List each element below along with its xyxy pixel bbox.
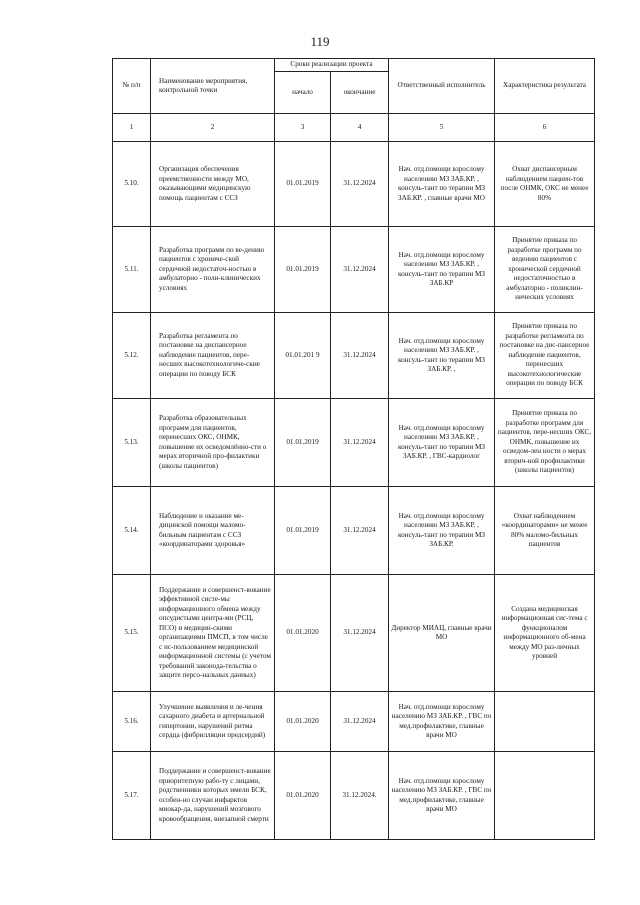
row-activity-name: Поддержание и совершенст-вование эффективной систе-мы информационного обмена между опсудистыми центра-ми (РСЦ, ПСО) и медицин-скими организациями ПМСП, в том числе с ис-пользованием медицинской информационной системы (с учетом требований законода-тельства о защите персо-нальных данных) <box>151 575 275 692</box>
row-result: Охват диспансерным наблюдением пациен-тов после ОНМК, ОКС не менее 80% <box>495 142 595 227</box>
col-number-1: 1 <box>113 114 151 142</box>
row-responsible: Нач. отд.помощи взрослому населению МЗ ЗАБ.КР. , ГВС по мед.профилактике, главные врачи МО <box>389 692 495 752</box>
col-number-4: 4 <box>331 114 389 142</box>
row-start-date: 01.01.2020 <box>275 752 331 840</box>
row-responsible: Директор МИАЦ, главные врачи МО <box>389 575 495 692</box>
col-number-2: 2 <box>151 114 275 142</box>
table-row <box>113 575 595 692</box>
row-result <box>495 692 595 752</box>
header-responsible: Ответственный исполнитель <box>389 59 495 114</box>
row-start-date: 01.01.2019 <box>275 142 331 227</box>
row-end-date: 31.12.2024 <box>331 487 389 575</box>
row-start-date: 01.01.2019 <box>275 487 331 575</box>
row-num: 5.16. <box>113 692 151 752</box>
row-responsible: Нач. отд.помощи взрослому населению МЗ ЗАБ.КР. , консуль-тант по терапии МЗ ЗАБ.КР. , главные врачи МО <box>389 142 495 227</box>
col-number-6: 6 <box>495 114 595 142</box>
row-result: Принятие приказа по разработке программ для пациентов, пере-несших ОКС, ОНМК, повышение их осведом-лен ности о мерах вторич-ной профилактики (школы пациентов) <box>495 399 595 487</box>
row-activity-name: Разработка регламента по постановке на диспансерное наблюдение пациентов, пере-несших высокотехнологиче-ские операции по поводу БСК <box>151 313 275 399</box>
table-row <box>113 313 595 399</box>
table-row <box>113 142 595 227</box>
row-responsible: Нач. отд.помощи взрослому населению МЗ ЗАБ.КР. , ГВС по мед.профилактике, главные врачи МО <box>389 752 495 840</box>
table-row <box>113 399 595 487</box>
header-num: № п/п <box>113 59 151 114</box>
row-num: 5.12. <box>113 313 151 399</box>
row-end-date: 31.12.2024 <box>331 227 389 313</box>
row-activity-name: Наблюдение и оказание ме-дицинской помощи маломо-бильным пациентам с ССЗ «координаторами здоровья» <box>151 487 275 575</box>
row-start-date: 01.01.2019 <box>275 399 331 487</box>
row-responsible: Нач. отд.помощи взрослому населению МЗ ЗАБ.КР. , консуль-тант по терапии МЗ ЗАБ.КР <box>389 227 495 313</box>
row-num: 5.14. <box>113 487 151 575</box>
row-end-date: 31.12.2024 <box>331 575 389 692</box>
row-result: Принятие приказа по разработке регламента по постановке на дис-пансерное наблюдение пациентов, перенесших высокотехнологические операции по поводу БСК <box>495 313 595 399</box>
row-end-date: 31.12.2024 <box>331 142 389 227</box>
row-result: Принятие приказа по разработке программ по ведению пациентов с хронической сердечной недостаточностью в амбулаторно - поликлин-нических условиях <box>495 227 595 313</box>
row-end-date: 31.12.2024 <box>331 313 389 399</box>
row-activity-name: Разработка программ по ве-дению пациентов с хрониче-ской сердечной недостаточ-ностью в амбулаторно - поли-клинических условиях <box>151 227 275 313</box>
activities-table <box>112 58 595 840</box>
row-start-date: 01.01.2020 <box>275 575 331 692</box>
row-num: 5.10. <box>113 142 151 227</box>
row-responsible: Нач. отд.помощи взрослому населению МЗ ЗАБ.КР. , консуль-тант по терапии МЗ ЗАБ.КР. , <box>389 313 495 399</box>
page-number: 119 <box>310 34 330 49</box>
row-end-date: 31.12.2024 <box>331 399 389 487</box>
row-result: Охват наблюдением «координаторами» не менее 80% маломо-бильных пациентов <box>495 487 595 575</box>
row-responsible: Нач. отд.помощи взрослому населению МЗ ЗАБ.КР. , консуль-тант по терапии МЗ ЗАБ.КР. <box>389 487 495 575</box>
row-start-date: 01.01.2020 <box>275 692 331 752</box>
row-result: Создана медицинская информационная сис-тема с функционалом информационного об-мена между МО раз-личных уровней <box>495 575 595 692</box>
table-row <box>113 227 595 313</box>
header-start: начало <box>275 72 331 114</box>
table-row <box>113 692 595 752</box>
row-activity-name: Улучшение выявления и ле-чения сахарного диабета и артериальной гипертонии, нарушений ритма сердца (фибрилляции предсердий) <box>151 692 275 752</box>
header-period: Сроки реализации проекта <box>275 59 389 72</box>
header-name: Наименование мероприятия, контрольной точки <box>151 59 275 114</box>
table-row <box>113 487 595 575</box>
header-result: Характеристика результата <box>495 59 595 114</box>
row-responsible: Нач. отд.помощи взрослому населению МЗ ЗАБ.КР. , консуль-тант по терапии МЗ ЗАБ.КР. , ГВС-кардиолог <box>389 399 495 487</box>
table-row <box>113 752 595 840</box>
row-activity-name: Разработка образовательных программ для пациентов, перенесших ОКС, ОНМК, повышение их осведомлённо-сти о мерах вторичной про-филактики (школы пациентов) <box>151 399 275 487</box>
row-result <box>495 752 595 840</box>
row-activity-name: Поддержание и совершенст-вование приоритетную рабо-ту с лицами, родственники которых имели БСК, особен-но случаи инфарктов миокар-да, нарушений мозгового кровообращения, внезапной смерти <box>151 752 275 840</box>
row-num: 5.17. <box>113 752 151 840</box>
header-end: окончание <box>331 72 389 114</box>
row-start-date: 01.01.201 9 <box>275 313 331 399</box>
row-start-date: 01.01.2019 <box>275 227 331 313</box>
col-number-3: 3 <box>275 114 331 142</box>
row-end-date: 31.12.2024. <box>331 752 389 840</box>
row-activity-name: Организация обеспечения преемственности между МО, оказывающими медицинскую помощь пациентам с ССЗ <box>151 142 275 227</box>
row-num: 5.13. <box>113 399 151 487</box>
row-end-date: 31.12.2024 <box>331 692 389 752</box>
row-num: 5.15. <box>113 575 151 692</box>
col-number-5: 5 <box>389 114 495 142</box>
row-num: 5.11. <box>113 227 151 313</box>
